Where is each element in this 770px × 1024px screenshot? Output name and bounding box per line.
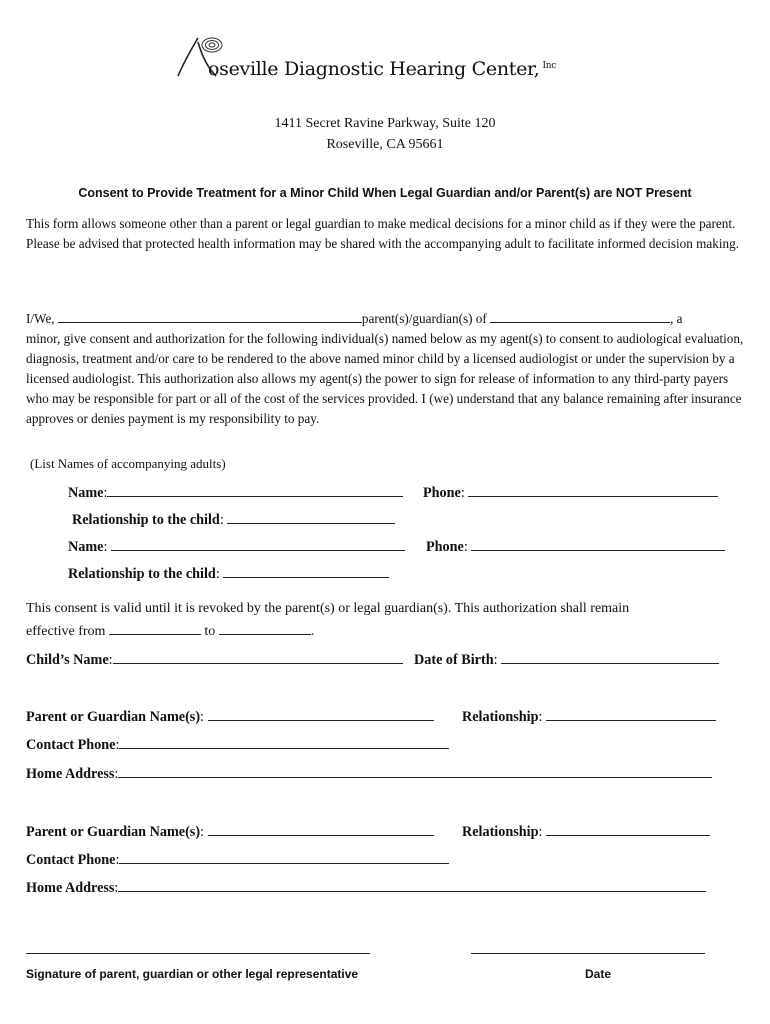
adult1-phone-label: Phone — [423, 485, 461, 501]
adult1-relationship-label: Relationship to the child — [72, 512, 220, 528]
child-name-label: Child’s Name — [26, 652, 109, 668]
adult2-relationship-row: Relationship to the child: — [68, 565, 389, 583]
adult2-name-label: Name — [68, 539, 104, 555]
guardian2-address-label: Home Address — [26, 880, 115, 896]
guardian1-relationship-row: Relationship: — [462, 708, 716, 726]
address-line-2: Roseville, CA 95661 — [326, 137, 444, 152]
guardian1-address-field[interactable] — [118, 765, 712, 778]
to-label: to — [204, 624, 216, 639]
adults-instruction: (List Names of accompanying adults) — [30, 456, 226, 471]
a-label: , a — [670, 311, 683, 326]
guardian1-address-label: Home Address — [26, 766, 115, 782]
adult2-phone-field[interactable] — [471, 538, 725, 551]
iwe-label: I/We, — [26, 311, 55, 326]
signature-field[interactable] — [26, 953, 370, 954]
parent-name-field[interactable] — [58, 310, 362, 323]
effective-from-label: effective from — [26, 624, 106, 639]
guardian2-address-field[interactable] — [118, 879, 706, 892]
adult1-phone-field[interactable] — [468, 484, 718, 497]
guardian2-name-field[interactable] — [208, 823, 434, 836]
adult1-relationship-field[interactable] — [227, 511, 395, 524]
adult2-phone-row: Phone: — [426, 538, 725, 556]
guardian1-phone-field[interactable] — [119, 736, 449, 749]
address-line-1: 1411 Secret Ravine Parkway, Suite 120 — [274, 116, 496, 131]
adult1-name-row: Name: — [68, 484, 403, 502]
date-label: Date — [585, 967, 612, 981]
guardian1-name-row: Parent or Guardian Name(s): — [26, 708, 434, 726]
adult2-relationship-label: Relationship to the child — [68, 566, 216, 582]
adult2-phone-label: Phone — [426, 539, 464, 555]
clinic-name: oseville Diagnostic Hearing Center, $^{Inc}$ — [208, 58, 556, 80]
validity-dates-row — [26, 622, 314, 640]
adult1-relationship-row: Relationship to the child: — [72, 511, 395, 529]
adult1-name-field[interactable] — [107, 484, 403, 497]
guardian2-phone-field[interactable] — [119, 851, 449, 864]
guardian1-relationship-label: Relationship — [462, 709, 539, 725]
guardian1-name-field[interactable] — [208, 708, 434, 721]
guardian2-relationship-field[interactable] — [546, 823, 710, 836]
guardian2-phone-row: Contact Phone: — [26, 851, 449, 869]
adult2-name-row: Name: — [68, 538, 405, 556]
guardian2-name-label: Parent or Guardian Name(s) — [26, 824, 201, 840]
guardian1-phone-label: Contact Phone — [26, 737, 116, 753]
adult1-name-label: Name — [68, 485, 104, 501]
guardian2-phone-label: Contact Phone — [26, 852, 116, 868]
adult1-phone-row: Phone: — [423, 484, 718, 502]
validity-text: This consent is valid until it is revoked by the parent(s) or legal guardian(s). This authorization shall remain — [26, 601, 630, 616]
guardian2-relationship-row: Relationship: — [462, 823, 710, 841]
form-title: Consent to Provide Treatment for a Minor Child When Legal Guardian and/or Parent(s) are NOT Present — [78, 186, 692, 200]
date-field[interactable] — [471, 953, 705, 954]
effective-to-field[interactable] — [219, 622, 311, 635]
clinic-inc: Inc — [542, 60, 556, 71]
child-dob-field[interactable] — [501, 651, 719, 664]
guardian2-name-row: Parent or Guardian Name(s): — [26, 823, 434, 841]
parent-of-label: parent(s)/guardian(s) of — [361, 311, 487, 326]
child-dob-label: Date of Birth — [414, 652, 494, 668]
guardian1-phone-row: Contact Phone: — [26, 736, 449, 754]
guardian2-relationship-label: Relationship — [462, 824, 539, 840]
consent-first-line — [26, 309, 748, 329]
intro-paragraph: This form allows someone other than a parent or legal guardian to make medical decisions for a minor child as if they were the parent. Please be advised that protected health information may be shared with the accompanying adult to facilitate informed decision making. — [26, 216, 739, 251]
period: . — [310, 624, 315, 639]
guardian1-address-row: Home Address: — [26, 765, 712, 783]
guardian1-name-label: Parent or Guardian Name(s) — [26, 709, 201, 725]
effective-from-field[interactable] — [109, 622, 201, 635]
child-dob-row: Date of Birth: — [414, 651, 719, 669]
signature-label: Signature of parent, guardian or other legal representative — [26, 967, 359, 981]
minor-name-field[interactable] — [490, 310, 670, 323]
child-name-field[interactable] — [113, 651, 403, 664]
child-name-row: Child’s Name: — [26, 651, 403, 669]
guardian1-relationship-field[interactable] — [546, 708, 716, 721]
adult2-relationship-field[interactable] — [223, 565, 389, 578]
adult2-name-field[interactable] — [111, 538, 405, 551]
consent-body: minor, give consent and authorization for the following individual(s) named below as my agent(s) to consent to audiological evaluation, diagnosis, treatment and/or care to be rendered to the above named minor child by a licensed audiologist or under the supervision by a licensed audiologist. This authorization also allows my agent(s) the power to sign for release of information to any third-party payers who may be responsible for part or all of the cost of the services provided. I (we) understand that any balance remaining after insurance approves or denies payment is my responsibility to pay. — [26, 331, 744, 426]
guardian2-address-row: Home Address: — [26, 879, 706, 897]
